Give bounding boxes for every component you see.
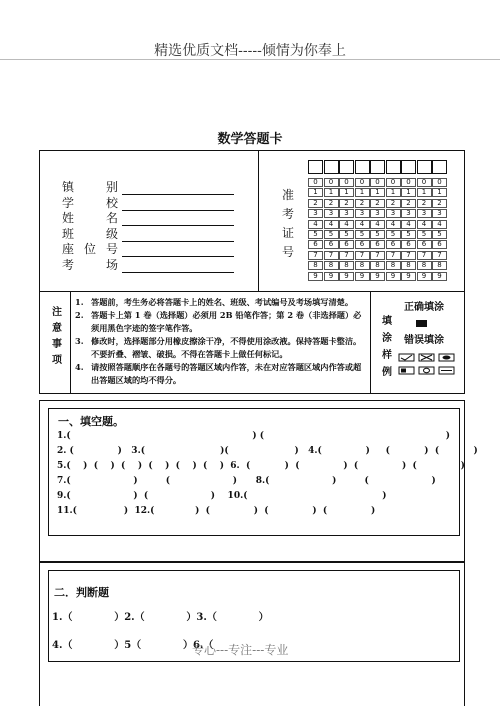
info-field-label: 座 位 号: [62, 242, 118, 256]
exam-number-box[interactable]: [355, 160, 370, 174]
digit-bubble[interactable]: 4: [386, 220, 401, 229]
info-field[interactable]: [62, 258, 234, 273]
wrong-mark-check: [399, 354, 414, 361]
digit-bubble[interactable]: 7: [417, 251, 432, 260]
digit-bubble[interactable]: 2: [401, 199, 416, 208]
digit-bubble[interactable]: 4: [355, 220, 370, 229]
digit-bubble[interactable]: 0: [417, 178, 432, 187]
info-field-label: 姓 名: [62, 211, 118, 225]
digit-bubble[interactable]: 9: [417, 272, 432, 281]
digit-bubble[interactable]: 6: [355, 240, 370, 249]
note-item: 1. 答题前，考生务必将答题卡上的姓名、班级、考试编号及考场填写清楚。: [75, 297, 354, 307]
digit-bubble[interactable]: 7: [308, 251, 323, 260]
judgment-row: 1.（ ）2.（ ）3.（ ）: [52, 612, 269, 623]
info-field-label: 镇 别: [62, 180, 118, 194]
fill-in-line: 2. ( ) 3.( )( ) 4.( ) ( ) ( ): [57, 446, 478, 456]
digit-bubble[interactable]: 3: [370, 209, 385, 218]
digit-bubble[interactable]: 1: [401, 188, 416, 197]
wrong-mark-line: [439, 367, 454, 374]
digit-bubble[interactable]: 8: [401, 261, 416, 270]
digit-bubble[interactable]: 3: [339, 209, 354, 218]
digit-bubble[interactable]: 8: [355, 261, 370, 270]
digit-bubble[interactable]: 8: [417, 261, 432, 270]
info-field-line[interactable]: [122, 261, 234, 273]
digit-bubble[interactable]: 2: [432, 199, 447, 208]
page-title: 数学答题卡: [217, 132, 283, 147]
digit-bubble[interactable]: 1: [339, 188, 354, 197]
note-item: 2. 答题卡上第 1 卷（选择题）必须用 2B 铅笔作答；第 2 卷（非选择题）必须用黑色字迹的签字笔作答。: [75, 310, 362, 333]
judgment-row: 4.（ ）5（ ）6.（: [52, 640, 214, 651]
exam-number-box[interactable]: [401, 160, 416, 174]
info-field-line[interactable]: [122, 183, 234, 195]
digit-bubble[interactable]: 1: [370, 188, 385, 197]
digit-bubble[interactable]: 3: [324, 209, 339, 218]
digit-bubble[interactable]: 3: [432, 209, 447, 218]
info-divider: [258, 150, 259, 292]
info-field-line[interactable]: [122, 245, 234, 257]
digit-bubble[interactable]: 0: [355, 178, 370, 187]
digit-bubble[interactable]: 4: [324, 220, 339, 229]
exam-number-label: 准 考 证 号: [281, 188, 294, 259]
notes-divider-left: [70, 291, 71, 394]
digit-bubble[interactable]: 1: [432, 188, 447, 197]
digit-bubble[interactable]: 2: [339, 199, 354, 208]
digit-bubble[interactable]: 8: [386, 261, 401, 270]
digit-bubble[interactable]: 0: [401, 178, 416, 187]
note-item: 4. 请按照答题顺序在各题号的答题区域内作答，未在对应答题区域内作答或超出答题区域的均不得分。: [75, 362, 362, 385]
exam-number-column[interactable]: [401, 160, 416, 282]
exam-number-column[interactable]: [386, 160, 401, 282]
notes-divider-right: [370, 291, 371, 394]
header-divider: [0, 59, 500, 60]
digit-bubble[interactable]: 8: [370, 261, 385, 270]
digit-bubble[interactable]: 7: [324, 251, 339, 260]
wrong-fill-marks: [398, 353, 460, 377]
wrong-fill-label: 错误填涂: [404, 335, 444, 346]
digit-bubble[interactable]: 6: [370, 240, 385, 249]
exam-number-column[interactable]: [339, 160, 354, 282]
fill-in-line: 7.( ) ( ) 8.( ) ( ): [57, 476, 436, 486]
info-field-line[interactable]: [122, 199, 234, 211]
digit-bubble[interactable]: 0: [386, 178, 401, 187]
digit-bubble[interactable]: 3: [355, 209, 370, 218]
digit-bubble[interactable]: 3: [417, 209, 432, 218]
digit-bubble[interactable]: 2: [386, 199, 401, 208]
exam-number-box[interactable]: [339, 160, 354, 174]
digit-bubble[interactable]: 1: [355, 188, 370, 197]
digit-bubble[interactable]: 5: [324, 230, 339, 239]
digit-bubble[interactable]: 1: [386, 188, 401, 197]
fill-in-title: 一、填空题。: [58, 415, 124, 428]
digit-bubble[interactable]: 9: [401, 272, 416, 281]
notes-side-label: 注 意 事 项: [52, 307, 62, 366]
digit-bubble[interactable]: 2: [417, 199, 432, 208]
document-footer: 专心---专注---专业: [192, 643, 289, 657]
digit-bubble[interactable]: 2: [370, 199, 385, 208]
fill-in-line: 11.( ) 12.( ) ( ) ( ) ( ): [57, 506, 376, 516]
exam-number-column[interactable]: [417, 160, 432, 282]
digit-bubble[interactable]: 2: [355, 199, 370, 208]
digit-bubble[interactable]: 8: [324, 261, 339, 270]
digit-bubble[interactable]: 3: [401, 209, 416, 218]
digit-bubble[interactable]: 8: [308, 261, 323, 270]
info-field-label: 班 级: [62, 226, 118, 241]
digit-bubble[interactable]: 4: [370, 220, 385, 229]
digit-bubble[interactable]: 6: [432, 240, 447, 249]
fill-in-line: 1.( ) ( ): [57, 431, 451, 441]
digit-bubble[interactable]: 0: [308, 178, 323, 187]
note-item: 3. 修改时，选择题部分用橡皮擦涂干净，不得使用涂改液。保持答题卡整洁。不要折叠、褶皱、破损。不得在答题卡上做任何标记。: [75, 336, 362, 359]
digit-bubble[interactable]: 9: [386, 272, 401, 281]
digit-bubble[interactable]: 5: [386, 230, 401, 239]
digit-bubble[interactable]: 9: [324, 272, 339, 281]
exam-number-box[interactable]: [308, 160, 323, 174]
exam-number-column[interactable]: [432, 160, 447, 282]
digit-bubble[interactable]: 0: [370, 178, 385, 187]
digit-bubble[interactable]: 5: [308, 230, 323, 239]
fill-in-line: 5.( ) ( ) ( ) ( ) ( ) ( ) 6. ( ) ( ) ( ) ( ): [57, 461, 465, 471]
exam-number-column[interactable]: [308, 160, 323, 282]
info-field-line[interactable]: [122, 230, 234, 242]
exam-number-box[interactable]: [432, 160, 447, 174]
digit-bubble[interactable]: 5: [355, 230, 370, 239]
wrong-mark-cross: [419, 354, 434, 361]
digit-bubble[interactable]: 0: [432, 178, 447, 187]
digit-bubble[interactable]: 7: [386, 251, 401, 260]
digit-bubble[interactable]: 9: [339, 272, 354, 281]
digit-bubble[interactable]: 8: [432, 261, 447, 270]
digit-bubble[interactable]: 4: [401, 220, 416, 229]
digit-bubble[interactable]: 4: [339, 220, 354, 229]
wrong-mark-circle: [419, 367, 434, 374]
digit-bubble[interactable]: 7: [355, 251, 370, 260]
digit-bubble[interactable]: 5: [417, 230, 432, 239]
digit-bubble[interactable]: 4: [432, 220, 447, 229]
judgment-title: 二．判断题: [54, 586, 109, 599]
digit-bubble[interactable]: 7: [339, 251, 354, 260]
wrong-mark-oval: [439, 354, 454, 361]
info-field-label: 学 校: [62, 195, 118, 210]
exam-number-box[interactable]: [417, 160, 432, 174]
exam-number-column[interactable]: [370, 160, 385, 282]
digit-bubble[interactable]: 5: [432, 230, 447, 239]
digit-bubble[interactable]: 1: [324, 188, 339, 197]
digit-bubble[interactable]: 9: [308, 272, 323, 281]
document-header: 精选优质文档-----倾情为你奉上: [154, 43, 346, 59]
digit-bubble[interactable]: 0: [339, 178, 354, 187]
digit-bubble[interactable]: 3: [386, 209, 401, 218]
digit-bubble[interactable]: 2: [308, 199, 323, 208]
wrong-mark-half: [399, 367, 414, 374]
digit-bubble[interactable]: 6: [386, 240, 401, 249]
digit-bubble[interactable]: 1: [308, 188, 323, 197]
fill-example-label: 填 涂 样 例: [382, 316, 392, 378]
digit-bubble[interactable]: 6: [417, 240, 432, 249]
digit-bubble[interactable]: 0: [324, 178, 339, 187]
correct-fill-mark: [416, 320, 427, 327]
digit-bubble[interactable]: 9: [370, 272, 385, 281]
digit-bubble[interactable]: 1: [417, 188, 432, 197]
digit-bubble[interactable]: 5: [401, 230, 416, 239]
digit-bubble[interactable]: 7: [370, 251, 385, 260]
exam-number-column[interactable]: [355, 160, 370, 282]
digit-bubble[interactable]: 6: [401, 240, 416, 249]
digit-bubble[interactable]: 9: [355, 272, 370, 281]
digit-bubble[interactable]: 3: [308, 209, 323, 218]
digit-bubble[interactable]: 8: [339, 261, 354, 270]
digit-bubble[interactable]: 6: [308, 240, 323, 249]
digit-bubble[interactable]: 6: [339, 240, 354, 249]
info-field-line[interactable]: [122, 214, 234, 226]
digit-bubble[interactable]: 4: [308, 220, 323, 229]
correct-fill-label: 正确填涂: [404, 302, 444, 313]
fill-in-line: 9.( ) ( ) 10.( ): [57, 491, 387, 501]
digit-bubble[interactable]: 4: [417, 220, 432, 229]
digit-bubble[interactable]: 2: [324, 199, 339, 208]
digit-bubble[interactable]: 9: [432, 272, 447, 281]
digit-bubble[interactable]: 5: [370, 230, 385, 239]
digit-bubble[interactable]: 6: [324, 240, 339, 249]
exam-number-box[interactable]: [386, 160, 401, 174]
exam-number-column[interactable]: [324, 160, 339, 282]
digit-bubble[interactable]: 7: [401, 251, 416, 260]
exam-number-box[interactable]: [370, 160, 385, 174]
digit-bubble[interactable]: 5: [339, 230, 354, 239]
info-field-label: 考 场: [62, 257, 118, 272]
digit-bubble[interactable]: 7: [432, 251, 447, 260]
exam-number-box[interactable]: [324, 160, 339, 174]
